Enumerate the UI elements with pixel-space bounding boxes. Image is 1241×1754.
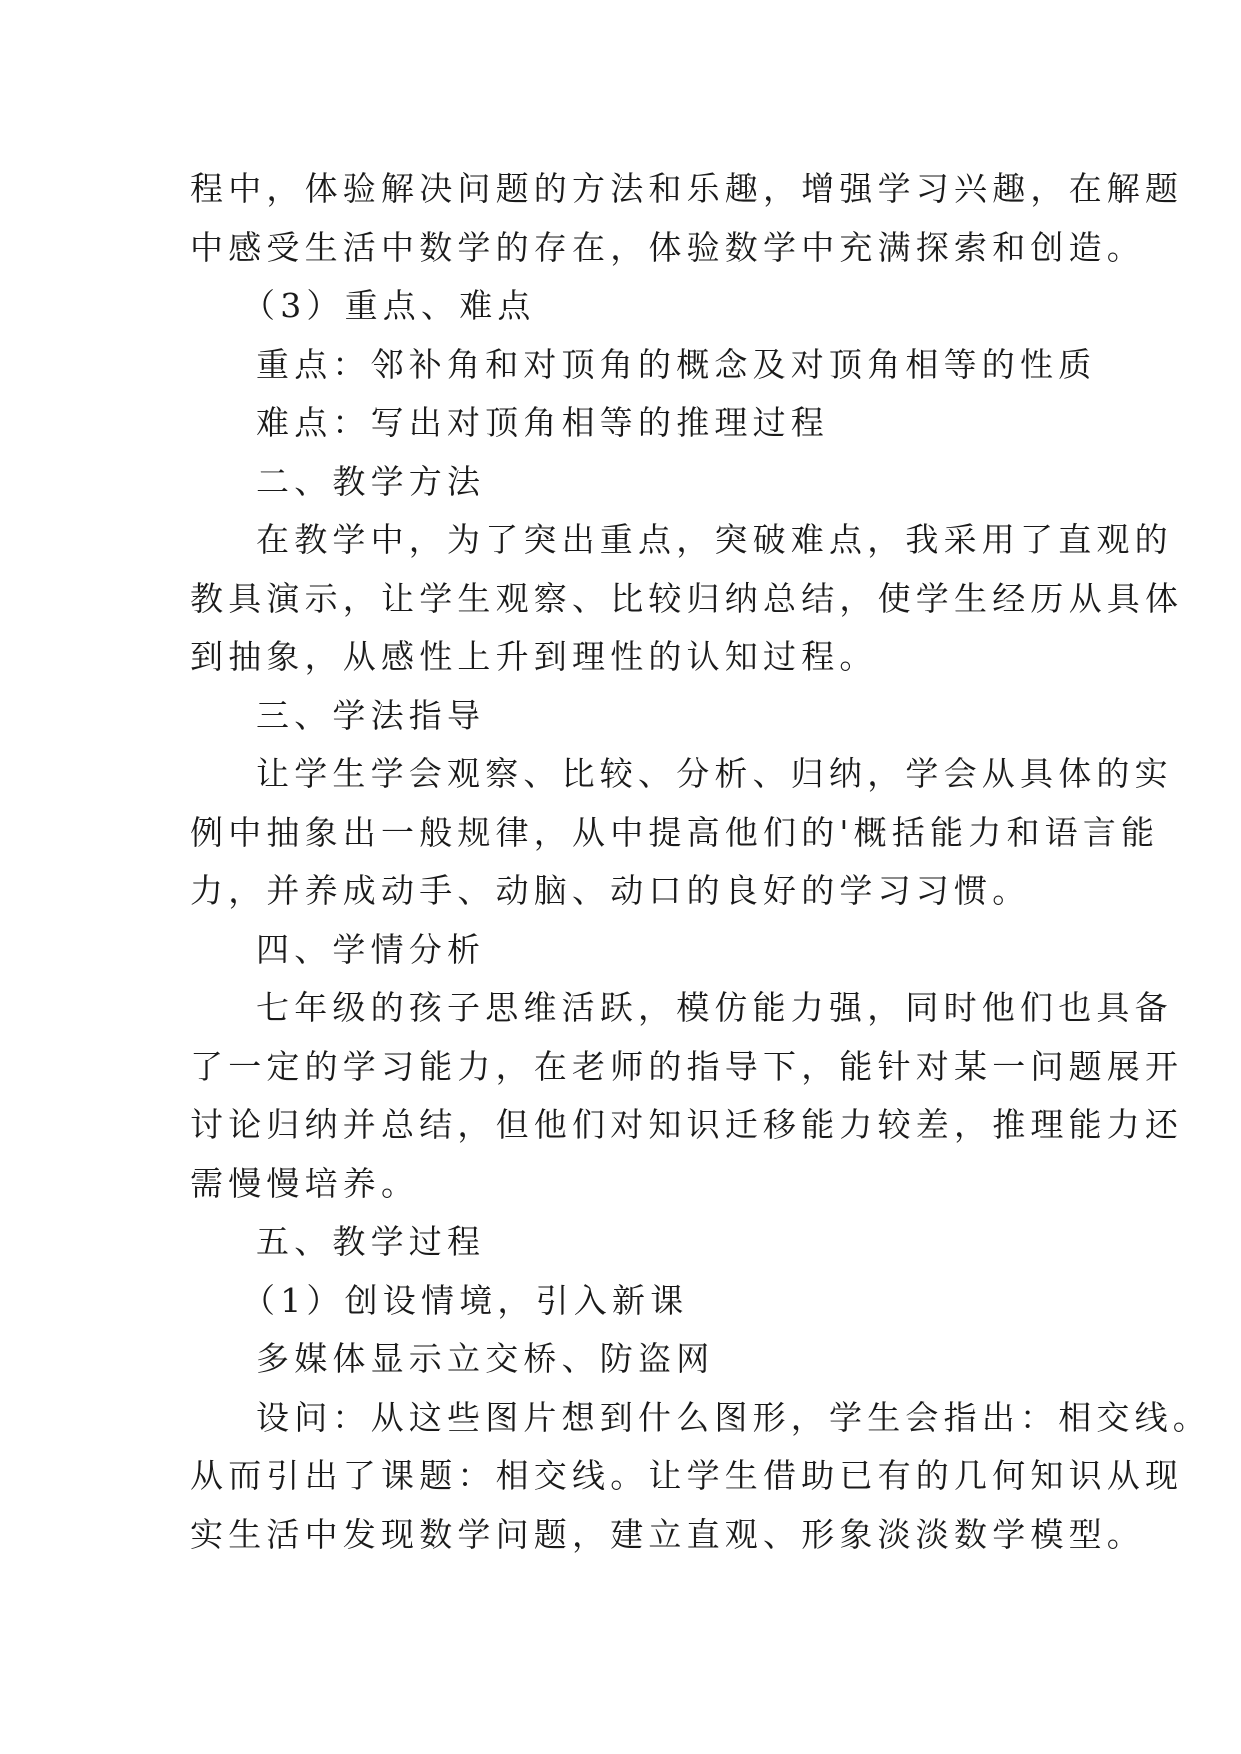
text-line-13: 力，并养成动手、动脑、动口的良好的学习习惯。 [190,871,1031,910]
section-heading-teaching-process: 五、教学过程 [256,1222,486,1261]
document-body [190,160,1211,1564]
section-heading-student-analysis: 四、学情分析 [256,929,486,969]
text-line-16: 了一定的学习能力，在老师的指导下，能针对某一问题展开 [190,1046,1184,1086]
text-line-11: 让学生学会观察、比较、分析、归纳，学会从具体的实 [256,754,1173,793]
text-line-key-point: 重点：邻补角和对顶角的概念及对顶角相等的性质 [256,344,1097,384]
text-line-2: 中感受生活中数学的存在，体验数学中充满探索和创造。 [190,227,1145,267]
text-line-9: 到抽象，从感性上升到理性的认知过程。 [190,637,878,676]
section-heading-teaching-method: 二、教学方法 [256,461,486,501]
text-line-8: 教具演示，让学生观察、比较归纳总结，使学生经历从具体 [190,578,1184,618]
section-heading-key-points: （3）重点、难点 [242,286,536,325]
text-line-23: 从而引出了课题：相交线。让学生借助已有的几何知识从现 [190,1456,1184,1495]
text-line-24: 实生活中发现数学问题，建立直观、形象淡淡数学模型。 [190,1514,1145,1554]
text-line-12: 例中抽象出一般规律，从中提高他们的'概括能力和语言能 [190,812,1160,852]
text-line-17: 讨论归纳并总结，但他们对知识迁移能力较差，推理能力还 [190,1105,1184,1144]
text-line-21: 多媒体显示立交桥、防盗网 [256,1339,715,1378]
text-line-22: 设问：从这些图片想到什么图形，学生会指出：相交线。 [256,1397,1211,1437]
text-line-7: 在教学中，为了突出重点，突破难点，我采用了直观的 [256,520,1173,559]
text-line-difficulty: 难点：写出对顶角相等的推理过程 [256,403,829,442]
text-line-18: 需慢慢培养。 [190,1163,420,1203]
section-heading-learning-guidance: 三、学法指导 [256,695,486,735]
text-line-15: 七年级的孩子思维活跃，模仿能力强，同时他们也具备 [256,988,1173,1027]
subsection-heading-introduction: （1）创设情境，引入新课 [242,1280,689,1320]
text-line-1: 程中，体验解决问题的方法和乐趣，增强学习兴趣，在解题 [190,169,1184,208]
